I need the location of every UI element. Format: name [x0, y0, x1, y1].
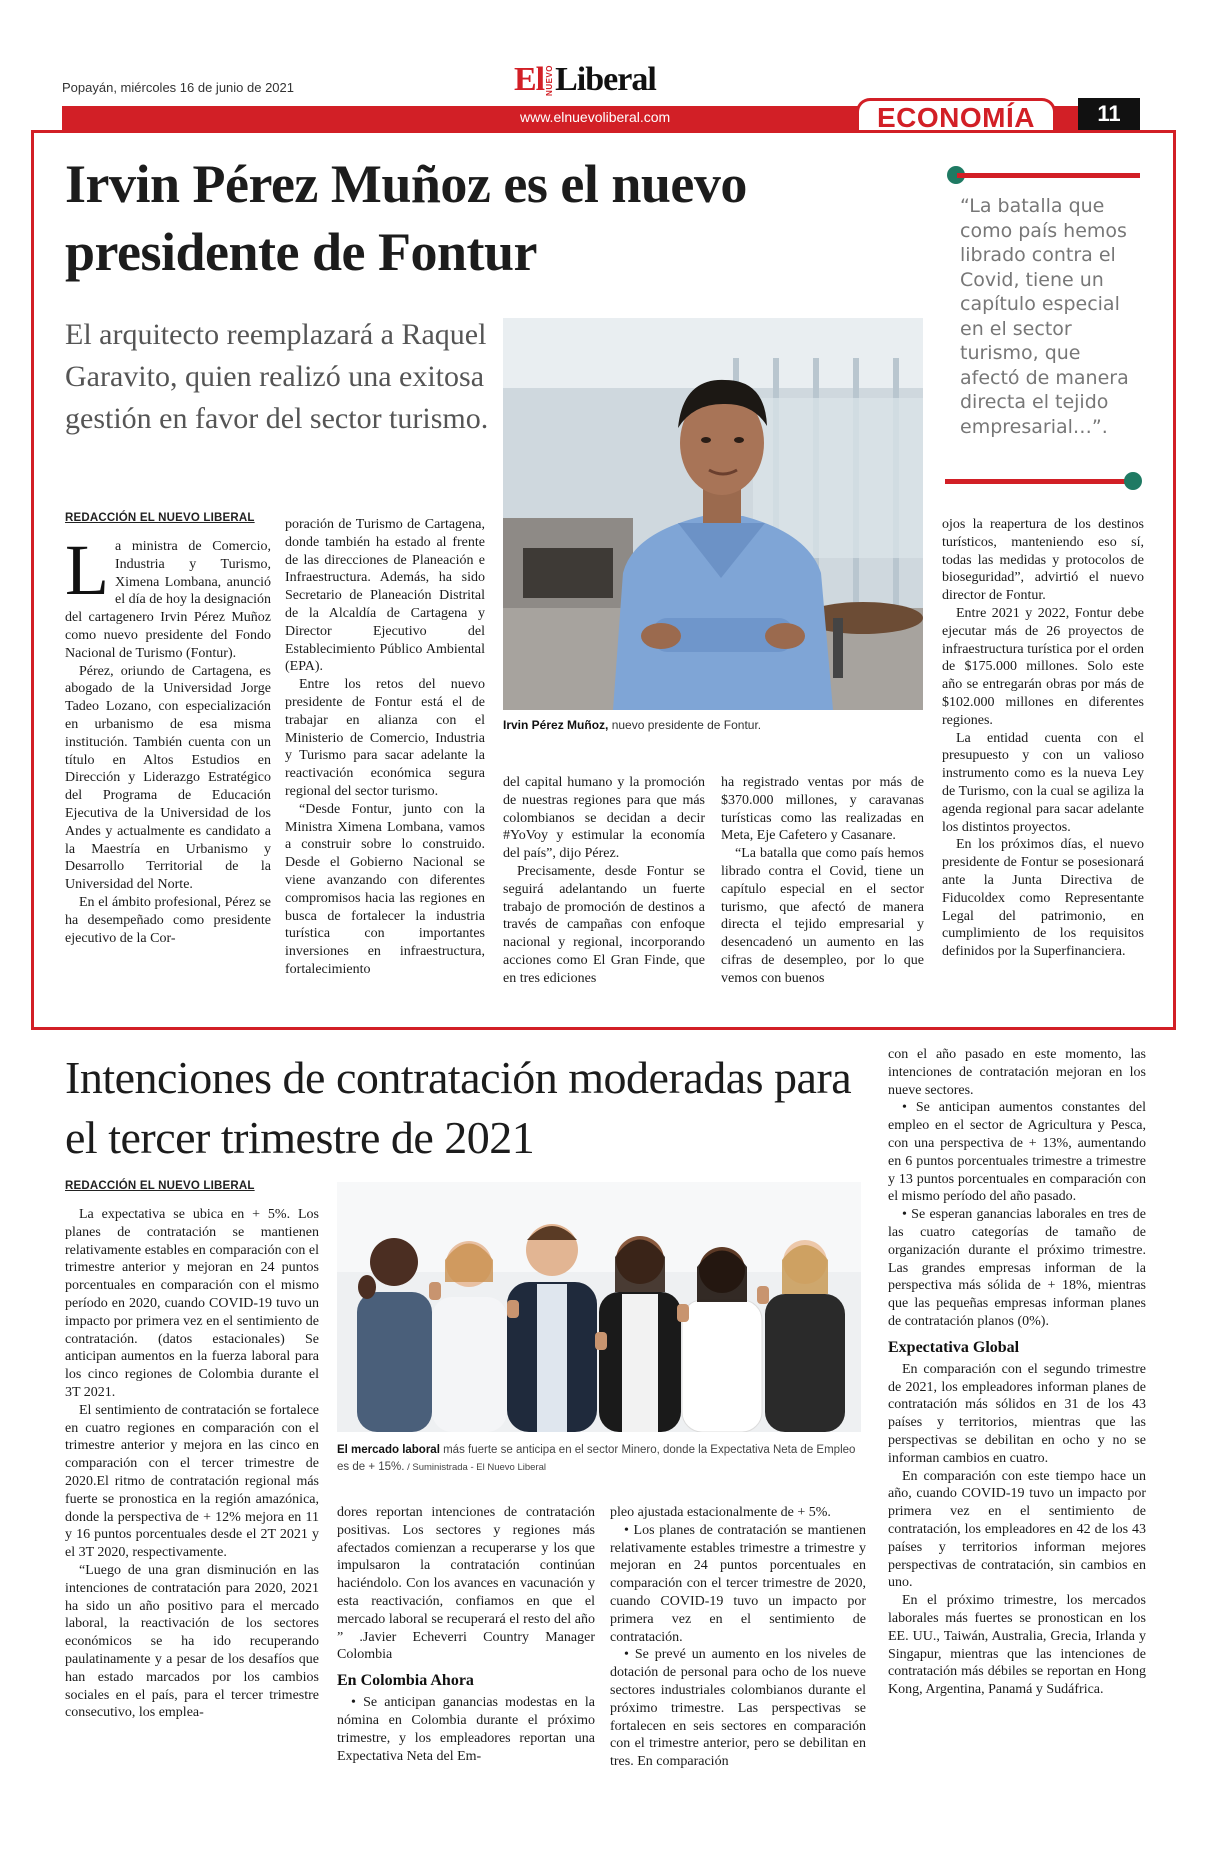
newspaper-logo[interactable]	[514, 60, 656, 100]
logo-el-text: El	[514, 61, 545, 98]
section-heading-colombia: En Colombia Ahora	[337, 1672, 474, 1690]
article1-column-1	[65, 512, 271, 947]
caption2-bold: El mercado laboral	[337, 1444, 440, 1456]
article2-column-1	[65, 1180, 319, 1722]
section-heading-global: Expectativa Global	[888, 1338, 1020, 1356]
a1-c2-p1: poración de Turismo de Cartagena, donde también ha estado al frente de las direcciones de Planeación e Infraestructura. Además, ha sido Secretario de Planeación Distrital de la Alcaldía de Cartagena y Director Ejecutivo del Establecimiento Público Ambiental (EPA).	[285, 517, 485, 675]
a2-c3-p1: pleo ajustada estacionalmente de + 5%.	[610, 1505, 831, 1520]
quote-rule-bottom	[945, 479, 1125, 484]
article2-column-3	[610, 1504, 866, 1771]
a2-c4-p5: En comparación con este tiempo hace un año, cuando COVID-19 tuvo un impacto por primera vez en el sentimiento de contratación, los empleadores en 42 de los 43 países y territorios informan mejores perspectivas de contratación, sin cambios en uno.	[888, 1468, 1146, 1591]
a2-c4-p3: • Se esperan ganancias laborales en tres de las cuatro categorías de tamaño de organización durante el próximo trimestre. Las grandes empresas informan de la perspectiva más sólida de + 18%, mientras que las pequeñas empresas informan planes de contratación planos (0%).	[888, 1207, 1146, 1329]
logo-nuevo-text: NUEVO	[545, 64, 555, 96]
article1-headline: Irvin Pérez Muñoz es el nuevo presidente de Fontur	[65, 154, 747, 282]
quote-rule-top	[957, 173, 1140, 178]
a1-c2-p3: “Desde Fontur, junto con la Ministra Ximena Lombana, vamos a construir sobre lo construido. Desde el Gobierno Nacional se viene avanzando con diferentes compromisos hacia las regiones en busca de fortalecer la industria turística con importantes inversiones en infraestructura, fortalecimiento	[285, 801, 485, 977]
caption2-credit: / Suministrada - El Nuevo Liberal	[404, 1462, 546, 1473]
article1-column-2	[285, 516, 485, 979]
a1-c2-p2: Entre los retos del nuevo presidente de Fontur está el de trabajar en alianza con el Ministerio de Comercio, Industria y Turismo para sacar adelante la reactivación económica segura regional del sector turismo.	[285, 677, 485, 799]
pull-quote-text: “La batalla que como país hemos librado contra el Covid, tiene un capítulo especial en el sector turismo, que afectó de manera directa el tejido empresarial…”.	[960, 195, 1129, 438]
a2-c4-p4: En comparación con el segundo trimestre de 2021, los empleadores informan planes de contratación más sólidos en 31 de los 43 países y territorios, mientras que las perspectivas se debilitan en ocho y no se informan cambios en cuatro.	[888, 1361, 1146, 1466]
article2-column-4	[888, 1046, 1146, 1699]
a1-c1-p2: Pérez, oriundo de Cartagena, es abogado de la Universidad Jorge Tadeo Lozano, con especialización en urbanismo de esa misma institución. También cuenta con un título en Altos Estudios en Dirección y Liderazgo Estratégico del Programa de Educación Ejecutiva de la Universidad de los Andes y actualmente es candidato a la Maestría en Urbanismo y Desarrollo Territorial de la Universidad del Norte.	[65, 663, 271, 893]
portrait-illustration	[503, 318, 923, 710]
article1-column-3	[503, 774, 705, 988]
section-label: ECONOMÍA	[877, 102, 1035, 133]
team-thumbs-up-illustration	[337, 1182, 861, 1432]
a2-c4-p6: En el próximo trimestre, los mercados laborales más fuertes se pronostican en los EE. UU., Taiwán, Australia, Grecia, Irlanda y Singapur, mientras que las intenciones de contratación más débiles se reportan en Hong Kong, Argentina, Panamá y Sudáfrica.	[888, 1593, 1146, 1698]
issue-date: Popayán, miércoles 16 de junio de 2021	[62, 80, 294, 95]
a2-c3-p2: • Los planes de contratación se mantienen relativamente estables trimestre a trimestre y mejoran en 24 puntos porcentuales en comparación con el tercer trimestre de 2020, cuando COVID-19 tuvo un impacto por primera vez en el sentimiento de contratación.	[610, 1522, 866, 1645]
a1-c1-p1: a ministra de Comercio, Industria y Turismo, Ximena Lombana, anunció el día de hoy la designación del cartagenero Irvin Pérez Muñoz como nuevo presidente del Fondo Nacional de Turismo (Fontur).	[65, 539, 271, 661]
article1-column-4	[721, 774, 924, 988]
article2-photo	[337, 1182, 861, 1432]
a1-c4-p2: “La batalla que como país hemos librado contra el Covid, tiene un capítulo especial en el sector turismo, que afectó de manera directa el tejido empresarial y desencadenó un aumento en las cifras de desempleo, por lo que vemos con buenos	[721, 846, 924, 986]
website-url[interactable]: www.elnuevoliberal.com	[520, 109, 671, 125]
caption2-text: más fuerte se anticipa en el sector Minero, donde la Expectativa Neta de Empleo es de + 15%.	[337, 1444, 856, 1473]
a2-c1-p3: “Luego de una gran disminución en las intenciones de contratación para 2020, 2021 ha sido un año positivo para el mercado laboral, la reactivación de los sectores económicos se ha ido recuperando paulatinamente y a pesar de los desafíos que han estado marcados por los cambios sociales en el país, para el tercer trimestre consecutivo, los emplea-	[65, 1562, 319, 1721]
a1-c4-p1: ha registrado ventas por más de $370.000 millones, y caravanas turísticas como las realizadas en Meta, Eje Cafetero y Casanare.	[721, 775, 924, 844]
a1-c5-p1: ojos la reapertura de los destinos turísticos, manteniendo eso sí, todas las medidas y protocolos de bioseguridad”, advirtió el nuevo director de Fontur.	[942, 517, 1144, 604]
a2-c3-p3: • Se prevé un aumento en los niveles de dotación de personal para ocho de los nueve sectores industriales colombianos durante el próximo trimestre. Las perspectivas se fortalecen en seis sectores en comparación con el trimestre anterior, pero se debilitan en tres. En comparación	[610, 1647, 866, 1770]
article1-photo	[503, 318, 923, 710]
page-number: 11	[1078, 98, 1140, 130]
a1-c5-p2: Entre 2021 y 2022, Fontur debe ejecutar más de 26 proyectos de infraestructura turística por el orden de $175.000 millones. Solo este año se entregarán obras por más de $102.000 millones en diferentes regiones.	[942, 605, 1144, 728]
a2-c4-p2: • Se anticipan aumentos constantes del empleo en el sector de Agricultura y Pesca, con una perspectiva de + 13%, aumentando en 6 puntos porcentuales trimestre a trimestre y 13 puntos porcentuales en comparación con el mismo período del año pasado.	[888, 1100, 1146, 1205]
article1-deck: El arquitecto reemplazará a Raquel Garavito, quien realizó una exitosa gestión en favor del sector turismo.	[65, 318, 489, 435]
article2-photo-caption	[337, 1442, 861, 1476]
caption-text: nuevo presidente de Fontur.	[608, 718, 762, 732]
a2-c2-p1: dores reportan intenciones de contratación positivas. Los sectores y regiones más afectados comienzan a recuperarse y los que impulsaron la contratación continúan haciéndolo. Con los avances en vacunación y esta reactivación, confiamos en que el mercado laboral se recuperará el resto del año ” .Javier Echeverri Country Manager Colombia	[337, 1505, 595, 1663]
a1-c3-p2: Precisamente, desde Fontur se seguirá adelantando un fuerte trabajo de promoción de destinos a través de campañas con enfoque nacional y regional, incorporando acciones como El Gran Finde, que en tres ediciones	[503, 863, 705, 986]
a1-c3-p1: del capital humano y la promoción de nuestras regiones para que más colombianos se decidan a decir #YoVoy y estimular la economía del país”, dijo Pérez.	[503, 775, 705, 862]
dropcap: L	[65, 530, 109, 610]
section-tab	[856, 98, 1056, 132]
a1-c5-p4: En los próximos días, el nuevo presidente de Fontur se posesionará ante la Junta Directiva de Fiducoldex como Representante Legal del patrimonio, en cumplimiento de los requisitos definidos por la Superfinanciera.	[942, 837, 1144, 960]
article1-byline: REDACCIÓN EL NUEVO LIBERAL	[65, 512, 255, 524]
a2-c1-p2: El sentimiento de contratación se fortalece en cuatro regiones en comparación con el trimestre anterior y mejora en las cinco en comparación con el tercer trimestre de 2020.El ritmo de contratación regional más fuerte se pronostica en la región amazónica, donde la perspectiva de + 12% mejora en 11 y 16 puntos porcentuales desde el 2T 2021 y el 3T 2020, respectivamente.	[65, 1402, 319, 1561]
a1-c1-p3: En el ámbito profesional, Pérez se ha desempeñado como presidente ejecutivo de la Cor-	[65, 894, 271, 946]
article2-column-2	[337, 1504, 595, 1765]
article2-headline: Intenciones de contratación moderadas para el tercer trimestre de 2021	[65, 1052, 852, 1163]
caption-name: Irvin Pérez Muñoz,	[503, 718, 609, 732]
article2-byline: REDACCIÓN EL NUEVO LIBERAL	[65, 1180, 255, 1192]
article1-photo-caption	[503, 718, 923, 732]
article1-column-5	[942, 516, 1144, 961]
logo-liberal-text: Liberal	[555, 61, 656, 98]
quote-dot-bottom	[1124, 472, 1142, 490]
pull-quote	[945, 160, 1140, 485]
a2-c4-p1: con el año pasado en este momento, las intenciones de contratación mejoran en los nueve sectores.	[888, 1047, 1146, 1098]
a1-c5-p3: La entidad cuenta con el presupuesto y con un valioso instrumento como es la nueva Ley de Turismo, con la cual se agiliza la agenda regional para sacar adelante los distintos proyectos.	[942, 730, 1144, 835]
a2-c2-p2: • Se anticipan ganancias modestas en la nómina en Colombia durante el próximo trimestre, y los empleadores reportan una Expectativa Neta del Em-	[337, 1695, 595, 1764]
a2-c1-p1: La expectativa se ubica en + 5%. Los planes de contratación se mantienen relativamente estables en comparación con el trimestre anterior y mejoran en 24 puntos porcentuales en comparación con el mismo período en 2020, cuando COVID-19 tuvo un impacto por primera vez en el sentimiento de contratación. (datos estacionales) Se anticipan aumentos en la fuerza laboral para los cinco regiones de Colombia durante el 3T 2021.	[65, 1207, 319, 1400]
